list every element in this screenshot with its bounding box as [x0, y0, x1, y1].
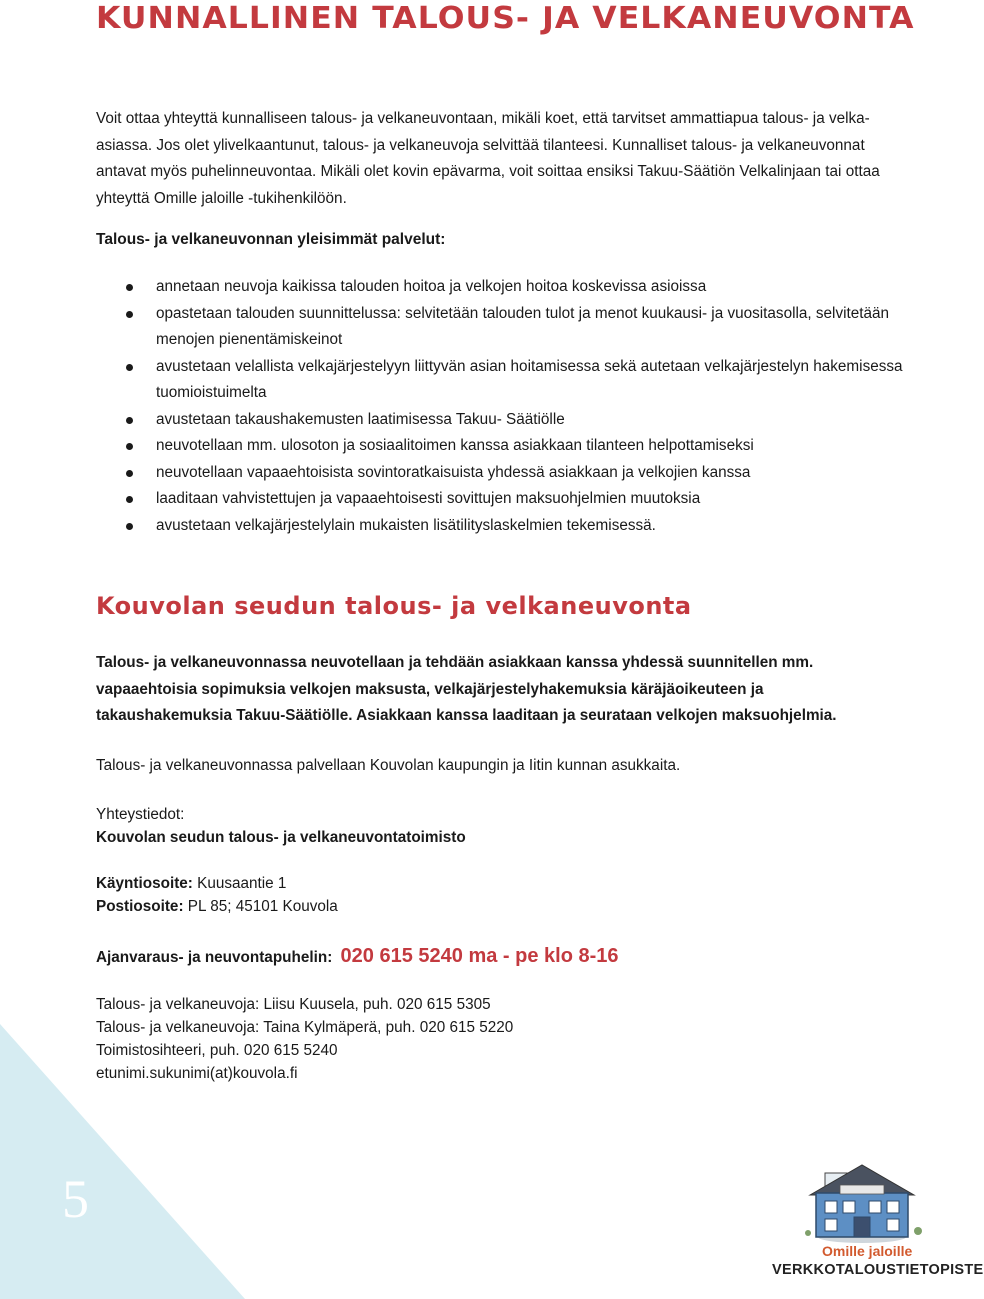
- staff-list: [96, 993, 513, 1085]
- list-item: [96, 433, 904, 460]
- office-name: Kouvolan seudun talous- ja velkaneuvontatoimisto: [96, 829, 466, 846]
- bullet-icon: [126, 496, 133, 503]
- list-item-text: opastetaan talouden suunnittelussa: selvitetään talouden tulot ja menot kuukausi- ja vuositasolla, selvitetään menojen pienentämiskeinot: [156, 304, 890, 348]
- list-item: Talous- ja velkaneuvoja: Taina Kylmäperä, puh. 020 615 5220: [96, 1019, 514, 1036]
- intro-paragraph: Voit ottaa yhteyttä kunnalliseen talous- ja velkaneuvontaan, mikäli koet, että tarvitset ammattiapua talous- ja velka-asiassa. Jos olet ylivelkaantunut, talous- ja velkaneuvoja selvittää tilanteesi. Kunnalliset talous- ja velkaneuvonnat antavat myös puhelinneuvontaa. Mikäli olet kovin epävarma, voit soittaa ensiksi Takuu-Säätiön Velkalinjaan tai ottaa yhteyttä Omille jaloille -tukihenkilöön.: [96, 110, 880, 207]
- visit-address-value: Kuusaantie 1: [192, 875, 287, 892]
- service-area-paragraph: Talous- ja velkaneuvonnassa palvellaan Kouvolan kaupungin ja Iitin kunnan asukkaita.: [96, 757, 681, 774]
- list-item-text: neuvotellaan vapaaehtoisista sovintoratkaisuista yhdessä asiakkaan ja velkojien kanssa: [156, 463, 751, 481]
- list-item: [96, 301, 904, 354]
- bullet-icon: [126, 364, 133, 371]
- list-item: etunimi.sukunimi(at)kouvola.fi: [96, 1065, 298, 1082]
- list-item: Toimistosihteeri, puh. 020 615 5240: [96, 1042, 338, 1059]
- list-item: [96, 274, 904, 301]
- phone-number: 020 615 5240 ma - pe klo 8-16: [340, 945, 619, 967]
- list-item: Talous- ja velkaneuvoja: Liisu Kuusela, puh. 020 615 5305: [96, 996, 491, 1013]
- list-item-text: neuvotellaan mm. ulosoton ja sosiaalitoimen kanssa asiakkaan tilanteen helpottamiseksi: [156, 437, 754, 454]
- list-item: [96, 460, 904, 487]
- summary-paragraph: Talous- ja velkaneuvonnassa neuvotellaan ja tehdään asiakkaan kanssa yhdessä suunnitellen mm. vapaaehtoisia sopimuksia velkojen maksusta, velkajärjestelyhakemuksia käräjäoikeuteen ja takaushakemuksia Takuu-Säätiölle. Asiakkaan kanssa laaditaan ja seurataan velkojen maksuohjelmia.: [96, 654, 837, 724]
- list-item: [96, 407, 904, 434]
- bullet-icon: [126, 443, 133, 450]
- phone-line: [96, 942, 619, 972]
- services-heading: Talous- ja velkaneuvonnan yleisimmät palvelut:: [96, 231, 446, 248]
- phone-label: Ajanvaraus- ja neuvontapuhelin:: [96, 949, 333, 966]
- postal-address-label: Postiosoite:: [96, 898, 184, 915]
- postal-address-value: PL 85; 45101 Kouvola: [183, 898, 338, 915]
- bullet-icon: [126, 523, 133, 530]
- bullet-icon: [126, 311, 133, 318]
- list-item: [96, 354, 904, 407]
- list-item-text: laaditaan vahvistettujen ja vapaaehtoisesti sovittujen maksuohjelmien muutoksia: [156, 490, 701, 507]
- list-item: [96, 486, 904, 513]
- page-title: KUNNALLINEN TALOUS- JA VELKANEUVONTA: [96, 1, 915, 36]
- services-list: [96, 274, 904, 539]
- page-number: 5: [62, 1169, 89, 1229]
- bullet-icon: [126, 284, 133, 291]
- contact-label: Yhteystiedot:: [96, 806, 185, 823]
- postal-address: [96, 895, 338, 919]
- bullet-icon: [126, 417, 133, 424]
- section-title: Kouvolan seudun talous- ja velkaneuvonta: [96, 592, 692, 620]
- visit-address: [96, 872, 286, 896]
- list-item-text: annetaan neuvoja kaikissa talouden hoitoa ja velkojen hoitoa koskevissa asioissa: [156, 278, 707, 295]
- list-item: [96, 513, 904, 540]
- logo-subtitle: VERKKOTALOUSTIETOPISTE: [772, 1262, 984, 1278]
- list-item-text: avustetaan takaushakemusten laatimisessa Takuu- Säätiölle: [156, 410, 565, 428]
- list-item-text: avustetaan velallista velkajärjestelyyn liittyvän asian hoitamisessa sekä autetaan velkajärjestelyn hakemisessa tuomioistuimelta: [156, 357, 903, 401]
- list-item-text: avustetaan velkajärjestelylain mukaisten lisätilityslaskelmien tekemisessä.: [156, 516, 656, 534]
- logo-title: Omille jaloille: [822, 1243, 913, 1259]
- visit-address-label: Käyntiosoite:: [96, 875, 193, 892]
- bullet-icon: [126, 470, 133, 477]
